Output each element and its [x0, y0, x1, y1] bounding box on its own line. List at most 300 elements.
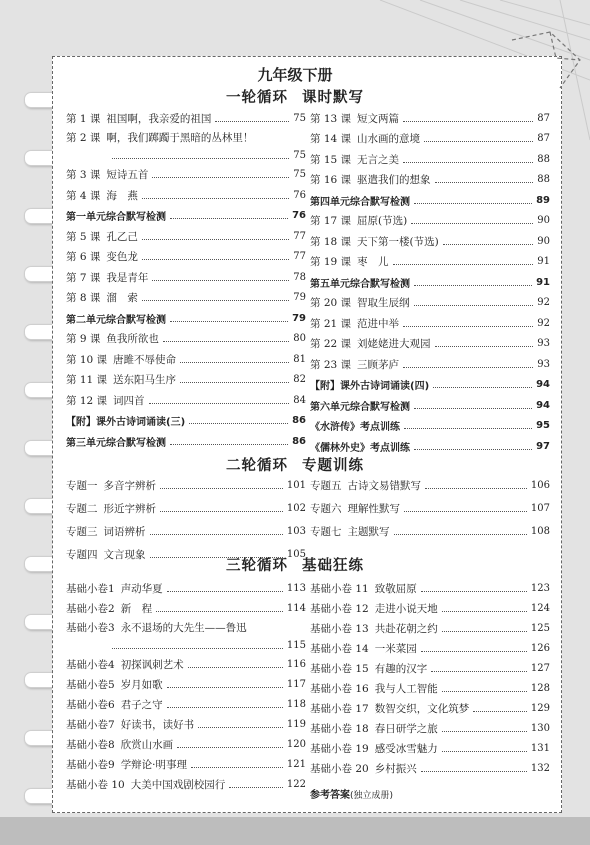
dot-leader	[189, 423, 288, 424]
lesson-title: 驱遣我们的想象	[357, 174, 431, 187]
lesson-code: 第 20 课	[310, 297, 352, 310]
lesson-title: 我是青年	[106, 271, 149, 284]
lesson-title: 刘姥姥进大观园	[357, 338, 431, 351]
page-number: 75	[293, 169, 306, 181]
lesson-code: 基础小卷3	[66, 621, 115, 634]
dot-leader	[167, 707, 283, 708]
toc-column-left	[66, 578, 306, 794]
toc-entry[interactable]	[310, 190, 550, 211]
page-number: 95	[536, 420, 550, 432]
dot-leader	[473, 711, 527, 712]
page-number: 93	[537, 358, 550, 370]
toc-entry[interactable]	[310, 231, 550, 252]
toc-entry[interactable]	[310, 758, 550, 778]
toc-entry[interactable]	[66, 694, 306, 714]
lesson-title: 词语辨析	[103, 526, 146, 538]
page-number: 125	[530, 622, 550, 634]
section-title-2	[0, 454, 590, 475]
page-number: 90	[537, 235, 550, 247]
lesson-code: 专题三	[66, 526, 98, 538]
toc-entry[interactable]	[66, 714, 306, 734]
lesson-title: 第三单元综合默写检测	[66, 437, 166, 449]
lesson-code: 基础小卷5	[66, 678, 115, 691]
dot-leader	[142, 239, 289, 240]
answer-key-note	[310, 786, 393, 801]
toc-entry[interactable]	[310, 375, 550, 396]
dot-leader	[215, 121, 289, 122]
dot-leader	[442, 631, 527, 632]
dot-leader	[188, 667, 283, 668]
lesson-title: 初探讽刺艺术	[120, 658, 184, 671]
lesson-code: 专题一	[66, 480, 98, 492]
lesson-title: 声动华夏	[120, 582, 163, 595]
toc-entry[interactable]	[310, 129, 550, 150]
lesson-title: 春日研学之旅	[374, 722, 438, 735]
toc-entry[interactable]	[66, 674, 306, 694]
dot-leader	[443, 244, 534, 245]
lesson-title: 送东阳马生序	[113, 374, 177, 387]
lesson-code: 第 4 课	[66, 189, 101, 202]
page-number: 113	[286, 582, 306, 594]
page-number: 84	[293, 394, 306, 406]
lesson-code: 基础小卷 14	[310, 642, 369, 655]
toc-entry[interactable]	[310, 698, 550, 718]
lesson-code: 基础小卷4	[66, 658, 115, 671]
dot-leader	[442, 611, 527, 612]
dot-leader	[191, 767, 283, 768]
section-title-1	[0, 86, 590, 107]
dot-leader	[421, 771, 527, 772]
page-number: 101	[286, 480, 306, 491]
section-name: 二轮循环	[226, 458, 288, 474]
lesson-title: 岁月如歌	[120, 678, 163, 691]
page-number: 75	[293, 150, 306, 161]
lesson-title: 啊，我们踯躅于黑暗的丛林里！	[106, 132, 254, 144]
page-number: 128	[530, 682, 550, 694]
dot-leader	[404, 511, 527, 512]
lesson-code: 基础小卷 18	[310, 722, 369, 735]
lesson-title: 致敬屈原	[374, 582, 417, 595]
toc-entry[interactable]	[66, 288, 306, 309]
dot-leader	[393, 264, 534, 265]
dot-leader	[433, 387, 532, 388]
answer-key-sub: (独立成册)	[350, 791, 394, 801]
page-number: 79	[292, 312, 306, 324]
lesson-title: 我与人工智能	[374, 682, 438, 695]
page-number: 94	[536, 379, 550, 391]
lesson-title: 【附】课外古诗词诵读(三)	[66, 417, 186, 429]
lesson-code: 基础小卷 19	[310, 742, 369, 755]
lesson-code: 第 5 课	[66, 230, 101, 243]
lesson-code: 基础小卷 12	[310, 602, 369, 615]
page-number: 90	[537, 215, 550, 227]
lesson-code: 基础小卷2	[66, 602, 115, 615]
toc-entry[interactable]	[66, 329, 306, 350]
lesson-title: 文言现象	[103, 549, 146, 561]
dot-leader	[229, 787, 283, 788]
dot-leader	[150, 534, 283, 535]
dot-leader	[403, 121, 533, 122]
dot-leader	[112, 158, 289, 159]
dot-leader	[442, 691, 527, 692]
page-number: 88	[537, 174, 550, 186]
toc-entry[interactable]	[310, 598, 550, 618]
lesson-title: 第六单元综合默写检测	[310, 401, 410, 413]
toc-entry[interactable]	[310, 108, 550, 129]
answer-key-label: 参考答案	[310, 790, 350, 801]
lesson-code: 基础小卷 13	[310, 622, 369, 635]
toc-entry[interactable]	[310, 211, 550, 232]
lesson-title: 感受冰雪魅力	[374, 742, 438, 755]
lesson-code: 第 11 课	[66, 374, 108, 387]
lesson-code: 第 12 课	[66, 394, 108, 407]
page-number: 105	[286, 549, 306, 560]
page-number: 115	[286, 639, 306, 651]
toc-entry[interactable]	[310, 313, 550, 334]
lesson-title: 欣赏山水画	[120, 738, 174, 751]
page-number: 116	[286, 658, 306, 670]
section-title-3	[0, 554, 590, 575]
page-number: 123	[530, 582, 550, 594]
toc-entry[interactable]	[66, 247, 306, 268]
page-number: 97	[536, 440, 550, 452]
page-number: 80	[293, 333, 306, 345]
page-number: 130	[530, 722, 550, 734]
toc-entry[interactable]	[66, 370, 306, 391]
lesson-title: 《水浒传》考点训练	[310, 422, 400, 434]
page-number: 79	[293, 292, 306, 304]
page-number: 86	[292, 435, 306, 447]
toc-entry[interactable]	[66, 734, 306, 754]
page-number: 88	[537, 153, 550, 165]
lesson-code: 第 10 课	[66, 353, 108, 366]
lesson-title: 数智交织，文化筑梦	[374, 702, 470, 715]
lesson-title: 孔乙己	[106, 230, 138, 243]
dot-leader	[394, 534, 527, 535]
toc-entry[interactable]	[66, 129, 306, 165]
toc-entry[interactable]	[66, 349, 306, 370]
lesson-code: 基础小卷 17	[310, 702, 369, 715]
lesson-code: 第 23 课	[310, 358, 352, 371]
toc-column-left	[66, 474, 306, 566]
lesson-title: 第二单元综合默写检测	[66, 314, 166, 326]
dot-leader	[442, 731, 527, 732]
toc-entry[interactable]	[310, 293, 550, 314]
lesson-title: 短文两篇	[357, 112, 400, 125]
lesson-code: 专题四	[66, 549, 98, 561]
dot-leader	[167, 687, 283, 688]
page-number: 87	[537, 133, 550, 145]
dot-leader	[403, 367, 533, 368]
lesson-code: 第 18 课	[310, 235, 352, 248]
lesson-code: 专题二	[66, 503, 98, 515]
lesson-code: 第 14 课	[310, 133, 352, 146]
toc-entry[interactable]	[310, 497, 550, 520]
dot-leader	[198, 727, 283, 728]
lesson-code: 专题六	[310, 503, 342, 515]
lesson-title: 学辩论·明事理	[120, 758, 188, 771]
toc-entry-line	[66, 147, 306, 165]
page-number: 117	[286, 678, 306, 690]
page-number: 82	[293, 374, 306, 386]
toc-entry[interactable]	[66, 520, 306, 543]
lesson-title: 第四单元综合默写检测	[310, 196, 410, 208]
dot-leader	[414, 203, 532, 204]
toc-entry[interactable]	[66, 431, 306, 452]
lesson-code: 第 16 课	[310, 174, 352, 187]
page-number: 92	[537, 297, 550, 309]
lesson-title: 好读书，读好书	[120, 718, 195, 731]
page-number: 127	[530, 662, 550, 674]
page-number: 126	[530, 642, 550, 654]
page-number: 77	[293, 251, 306, 263]
page-number: 77	[293, 230, 306, 242]
toc-entry[interactable]	[310, 578, 550, 598]
dot-leader	[163, 341, 289, 342]
lesson-code: 基础小卷 20	[310, 762, 369, 775]
lesson-title: 唐雎不辱使命	[113, 353, 177, 366]
dot-leader	[435, 346, 534, 347]
lesson-code: 第 3 课	[66, 169, 101, 182]
dot-leader	[149, 403, 290, 404]
toc-entry[interactable]	[310, 618, 550, 638]
lesson-title: 古诗文易错默写	[347, 480, 421, 492]
lesson-title: 屈原(节选)	[357, 215, 408, 228]
lesson-title: 共赴花朝之约	[374, 622, 438, 635]
lesson-code: 专题五	[310, 480, 342, 492]
page-number: 120	[286, 738, 306, 750]
dot-leader	[160, 488, 283, 489]
toc-entry-line	[66, 636, 306, 654]
page-number: 106	[530, 480, 550, 491]
toc-entry[interactable]	[66, 226, 306, 247]
page-number: 103	[286, 526, 306, 537]
dot-leader	[411, 223, 533, 224]
page-number: 108	[530, 526, 550, 537]
dot-leader	[170, 444, 288, 445]
lesson-code: 基础小卷7	[66, 718, 115, 731]
toc-entry[interactable]	[310, 474, 550, 497]
page-number: 75	[293, 112, 306, 124]
dot-leader	[435, 182, 534, 183]
lesson-title: 《儒林外史》考点训练	[310, 442, 410, 454]
dot-leader	[414, 449, 532, 450]
lesson-code: 基础小卷 11	[310, 582, 369, 595]
dot-leader	[152, 177, 289, 178]
dot-leader	[425, 488, 527, 489]
lesson-code: 基础小卷 10	[66, 778, 125, 791]
toc-entry[interactable]	[310, 149, 550, 170]
dot-leader	[112, 648, 283, 649]
lesson-title: 溜 索	[106, 292, 138, 305]
lesson-title: 多音字辨析	[103, 480, 156, 492]
lesson-title: 大美中国戏剧校园行	[130, 778, 226, 791]
page-number: 132	[530, 762, 550, 774]
page-number: 122	[286, 778, 306, 790]
toc-entry[interactable]	[66, 774, 306, 794]
dot-leader	[170, 218, 288, 219]
page-number: 114	[286, 602, 306, 614]
lesson-title: 第五单元综合默写检测	[310, 278, 410, 290]
section-name: 一轮循环	[226, 90, 288, 106]
lesson-code: 基础小卷1	[66, 582, 115, 595]
toc-entry[interactable]	[310, 738, 550, 758]
section-subtitle: 基础狂练	[302, 558, 364, 574]
toc-entry[interactable]	[66, 308, 306, 329]
lesson-title: 乡村振兴	[374, 762, 417, 775]
toc-entry[interactable]	[66, 390, 306, 411]
dot-leader	[180, 362, 289, 363]
page-number: 86	[292, 415, 306, 427]
lesson-code: 第 2 课	[66, 132, 101, 144]
page-number: 94	[536, 399, 550, 411]
toc-entry[interactable]	[66, 598, 306, 618]
page-number: 76	[292, 210, 306, 222]
dot-leader	[152, 280, 289, 281]
toc-entry[interactable]	[310, 170, 550, 191]
toc-entry[interactable]	[66, 578, 306, 598]
lesson-code: 第 8 课	[66, 292, 101, 305]
dot-leader	[403, 326, 533, 327]
toc-entry[interactable]	[310, 638, 550, 658]
page-number: 91	[537, 256, 550, 268]
lesson-title: 一米菜园	[374, 642, 417, 655]
dot-leader	[431, 671, 527, 672]
page-number: 89	[536, 194, 550, 206]
toc-entry[interactable]	[66, 411, 306, 432]
toc-entry[interactable]	[66, 618, 306, 654]
lesson-title: 【附】课外古诗词诵读(四)	[310, 381, 430, 393]
lesson-title: 范进中举	[357, 317, 400, 330]
toc-entry[interactable]	[66, 754, 306, 774]
toc-entry[interactable]	[310, 395, 550, 416]
section-name: 三轮循环	[226, 558, 288, 574]
page-number: 118	[286, 698, 306, 710]
lesson-title: 海 燕	[106, 189, 138, 202]
lesson-title: 天下第一楼(节选)	[357, 235, 439, 248]
page-number: 124	[530, 602, 550, 614]
dot-leader	[403, 162, 533, 163]
lesson-title: 枣 儿	[357, 256, 389, 269]
dot-leader	[142, 198, 289, 199]
section-subtitle: 课时默写	[302, 90, 364, 106]
toc-column-right	[310, 578, 550, 778]
toc-column-right	[310, 108, 550, 457]
toc-entry[interactable]	[310, 252, 550, 273]
toc-entry[interactable]	[66, 654, 306, 674]
toc-entry[interactable]	[66, 108, 306, 129]
toc-entry[interactable]	[310, 520, 550, 543]
lesson-code: 第 6 课	[66, 251, 101, 264]
lesson-code: 第 21 课	[310, 317, 352, 330]
bottom-strip	[0, 817, 590, 845]
dot-leader	[180, 382, 289, 383]
lesson-title: 君子之守	[120, 698, 163, 711]
page-number: 91	[536, 276, 550, 288]
lesson-code: 第 13 课	[310, 112, 352, 125]
page-number: 102	[286, 503, 306, 514]
page-number: 129	[530, 702, 550, 714]
lesson-code: 基础小卷8	[66, 738, 115, 751]
toc-entry[interactable]	[66, 185, 306, 206]
toc-entry[interactable]	[310, 416, 550, 437]
toc-entry[interactable]	[310, 354, 550, 375]
toc-column-right	[310, 474, 550, 543]
dot-leader	[167, 591, 283, 592]
section-subtitle: 专题训练	[302, 458, 364, 474]
lesson-title: 新 程	[120, 602, 153, 615]
dot-leader	[421, 651, 527, 652]
lesson-title: 变色龙	[106, 251, 138, 264]
toc-entry[interactable]	[310, 334, 550, 355]
lesson-title: 形近字辨析	[103, 503, 156, 515]
toc-entry[interactable]	[66, 497, 306, 520]
dot-leader	[414, 285, 532, 286]
page-number: 92	[537, 317, 550, 329]
lesson-code: 第 22 课	[310, 338, 352, 351]
toc-entry[interactable]	[66, 474, 306, 497]
lesson-code: 第 9 课	[66, 333, 101, 346]
lesson-title: 三顾茅庐	[357, 358, 400, 371]
lesson-title: 理解性默写	[347, 503, 400, 515]
dot-leader	[421, 591, 527, 592]
dot-leader	[414, 408, 532, 409]
page-number: 93	[537, 338, 550, 350]
lesson-code: 基础小卷6	[66, 698, 115, 711]
lesson-code: 第 7 课	[66, 271, 101, 284]
dot-leader	[424, 141, 533, 142]
lesson-title: 祖国啊，我亲爱的祖国	[106, 112, 212, 125]
dot-leader	[177, 747, 283, 748]
binder-rings	[0, 0, 60, 845]
dot-leader	[404, 428, 532, 429]
dot-leader	[142, 259, 289, 260]
lesson-title: 山水画的意境	[357, 133, 421, 146]
lesson-title: 鱼我所欲也	[106, 333, 159, 346]
toc-entry[interactable]	[66, 267, 306, 288]
page-title: 九年级下册	[257, 66, 333, 84]
lesson-code: 第 17 课	[310, 215, 352, 228]
dot-leader	[160, 511, 283, 512]
page-number: 121	[286, 758, 306, 770]
page-number: 107	[530, 503, 550, 514]
lesson-title: 走进小说天地	[374, 602, 438, 615]
lesson-code: 第 19 课	[310, 256, 352, 269]
toc-entry[interactable]	[310, 658, 550, 678]
dot-leader	[414, 305, 534, 306]
lesson-title: 无言之美	[357, 153, 400, 166]
dot-leader	[142, 300, 289, 301]
lesson-code: 基础小卷9	[66, 758, 115, 771]
lesson-title: 词四首	[113, 394, 145, 407]
toc-entry[interactable]	[310, 272, 550, 293]
lesson-code: 第 15 课	[310, 153, 352, 166]
lesson-code: 基础小卷 15	[310, 662, 369, 675]
lesson-code: 基础小卷 16	[310, 682, 369, 695]
page-number: 131	[530, 742, 550, 754]
lesson-title: 永不退场的大先生——鲁迅	[120, 621, 247, 634]
toc-entry[interactable]	[66, 165, 306, 186]
lesson-title: 短诗五首	[106, 169, 149, 182]
dot-leader	[170, 321, 288, 322]
page-number: 119	[286, 718, 306, 730]
lesson-title: 主题默写	[347, 526, 390, 538]
toc-entry[interactable]	[66, 206, 306, 227]
toc-entry[interactable]	[310, 678, 550, 698]
lesson-title: 有趣的汉字	[374, 662, 428, 675]
toc-entry[interactable]	[310, 718, 550, 738]
page-number: 76	[293, 189, 306, 201]
